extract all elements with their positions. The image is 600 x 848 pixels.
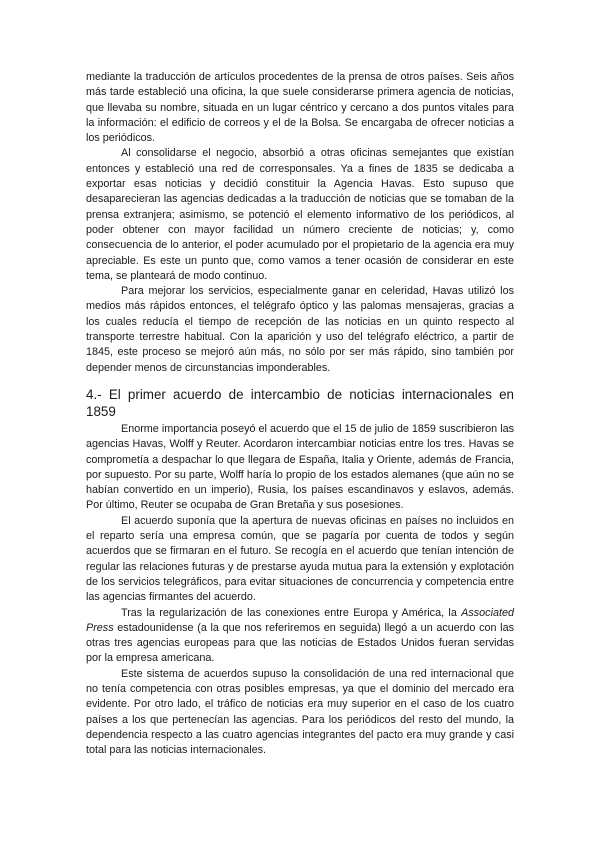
- paragraph-5: El acuerdo suponía que la apertura de nuevas oficinas en países no incluidos en el reparto sería una empresa común, que se pagaría por cuenta de todos y según acuerdos que se firmaran en el futuro. Se recogía en el acuerdo que tenían intención de regular las relaciones futuras y de prestarse ayuda mutua para la extensión y explotación de los servicios telegráficos, para evitar situaciones de concurrencia y competencia entre las agencias firmantes del acuerdo.: [86, 514, 514, 604]
- section-heading: 4.- El primer acuerdo de intercambio de noticias internacionales en 1859: [86, 386, 514, 419]
- paragraph-2: Al consolidarse el negocio, absorbió a otras oficinas semejantes que existían entonces y estableció una red de corresponsales. Ya a fines de 1835 se dedicaba a exportar esas noticias y decidió constituir la Agencia Havas. Esto supuso que desaparecieran las agencias dedicadas a la traducción de noticias que se tomaban de la prensa extranjera; asimismo, se potenció el elemento informativo de los periódicos, al poder obtener con mayor facilidad un número creciente de noticias; y, como consecuencia de lo anterior, el poder acumulado por el propietario de la agencia era muy apreciable. Es este un punto que, como vamos a tener ocasión de considerar en este tema, se planteará de modo continuo.: [86, 147, 514, 282]
- paragraph-6: [86, 606, 514, 667]
- paragraph-4: Enorme importancia poseyó el acuerdo que el 15 de julio de 1859 suscribieron las agencias Havas, Wolff y Reuter. Acordaron intercambiar noticias entre los tres. Havas se comprometía a despachar lo que llegara de España, Italia y Oriente, además de Francia, por supuesto. Por su parte, Wolff haría lo propio de los estados alemanes (que aún no se habían convertido en un imperio), Rusia, los países escandinavos y eslavos, además. Por último, Reuter se ocupaba de Gran Bretaña y sus posesiones.: [86, 422, 514, 512]
- document-page: [86, 70, 514, 758]
- paragraph-3: Para mejorar los servicios, especialmente ganar en celeridad, Havas utilizó los medios más rápidos entonces, el telégrafo óptico y las palomas mensajeras, gracias a los cuales reducía el tiempo de recepción de las noticias en un quinto respecto al transporte terrestre habitual. Con la aparición y uso del telégrafo eléctrico, a partir de 1845, este proceso se mejoró aún más, no sólo por ser más rápido, sino también por depender menos de circunstancias imponderables.: [86, 285, 514, 374]
- paragraph-6-end: estadounidense (a la que nos referiremos en seguida) llegó a un acuerdo con las otras tres agencias europeas para que las noticias de Estados Unidos fueran servidas por la empresa americana.: [86, 621, 514, 665]
- paragraph-6-start: Tras la regularización de las conexiones entre Europa y América, la: [121, 606, 462, 619]
- associated-press-italic: Associated Press: [86, 606, 514, 634]
- paragraph-1: mediante la traducción de artículos procedentes de la prensa de otros países. Seis años más tarde estableció una oficina, la que suele considerarse primera agencia de noticias, que llevaba su nombre, situada en un lugar céntrico y cercano a dos puntos vitales para la información: el edificio de correos y el de la Bolsa. Se encargaba de ofrecer noticias a los periódicos.: [86, 71, 514, 145]
- paragraph-7: Este sistema de acuerdos supuso la consolidación de una red internacional que no tenía competencia con otras posibles empresas, ya que el dominio del mercado era evidente. Por otro lado, el tráfico de noticias era muy superior en el caso de los cuatro países a los que pertenecían las agencias. Para los periódicos del resto del mundo, la dependencia respecto a las cuatro agencias integrantes del pacto era muy grande y casi total para las noticias internacionales.: [86, 667, 514, 757]
